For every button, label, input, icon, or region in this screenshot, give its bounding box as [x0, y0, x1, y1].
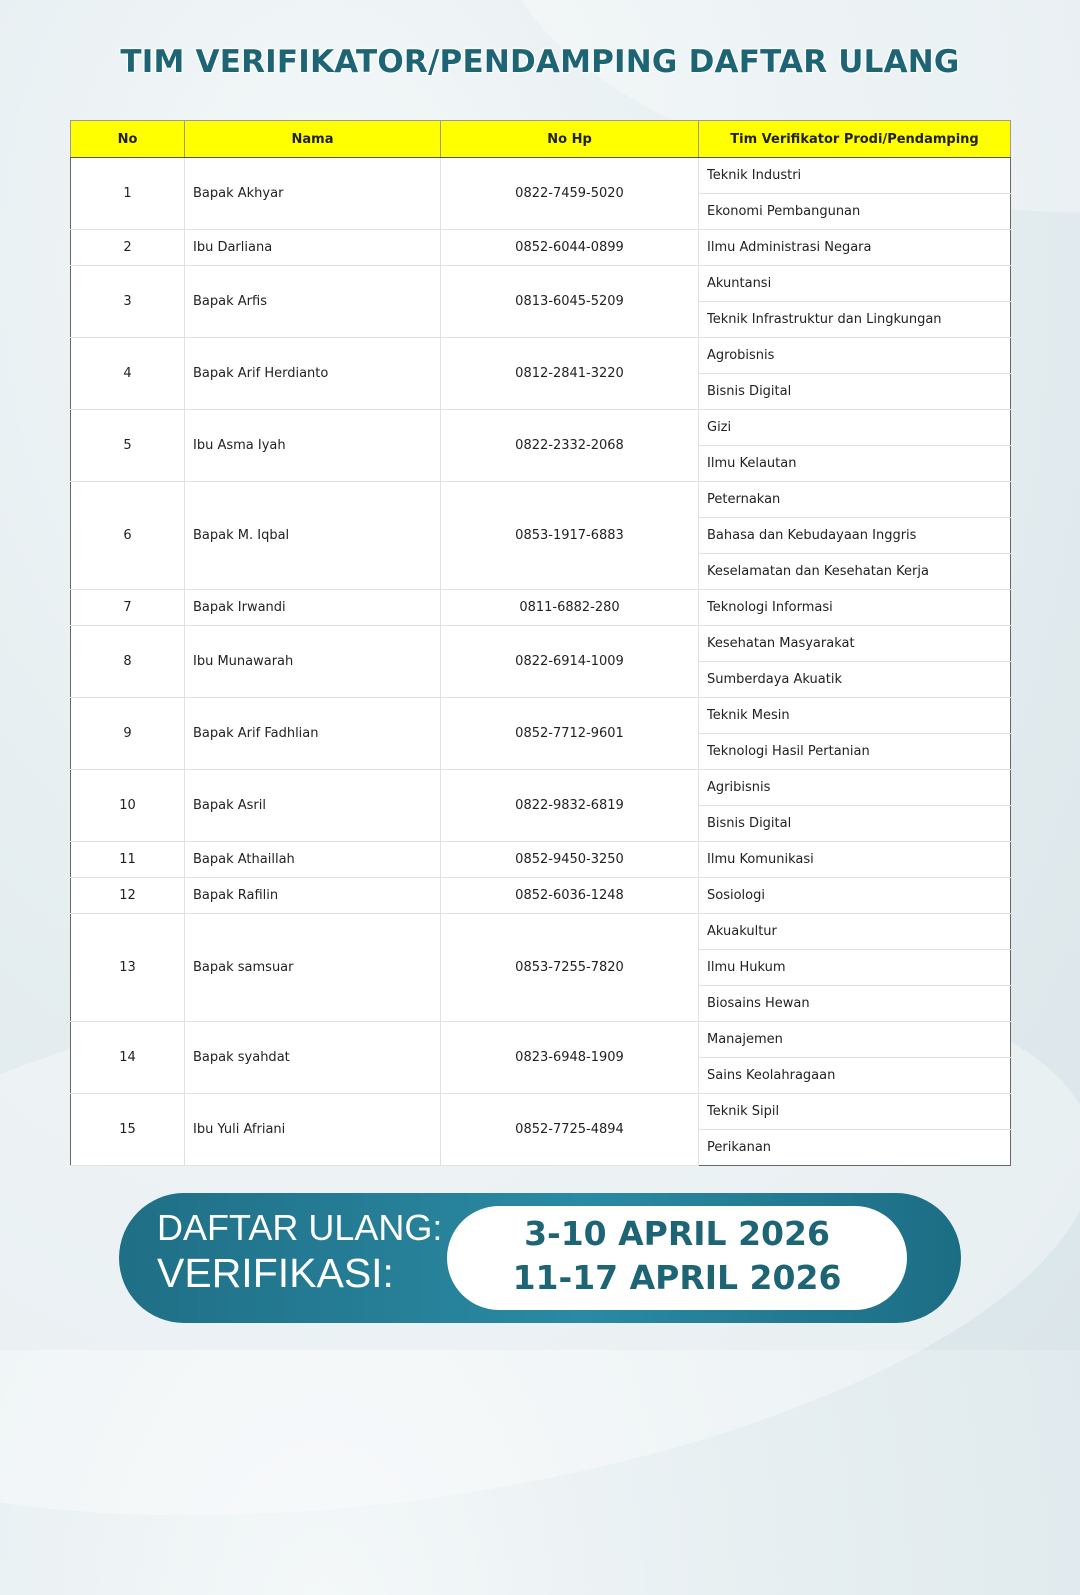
- verifier-name: Bapak samsuar: [185, 914, 441, 1022]
- table-row: [71, 482, 1011, 518]
- table-row: [71, 266, 1011, 302]
- study-program: Bisnis Digital: [699, 806, 1011, 842]
- phone-number: 0823-6948-1909: [441, 1022, 699, 1094]
- study-program: Teknologi Informasi: [699, 590, 1011, 626]
- study-program: Teknik Infrastruktur dan Lingkungan: [699, 302, 1011, 338]
- row-number: 13: [71, 914, 185, 1022]
- phone-number: 0853-7255-7820: [441, 914, 699, 1022]
- verifier-name: Bapak Arif Fadhlian: [185, 698, 441, 770]
- study-program: Sumberdaya Akuatik: [699, 662, 1011, 698]
- table-row: [71, 230, 1011, 266]
- phone-number: 0812-2841-3220: [441, 338, 699, 410]
- table-row: [71, 626, 1011, 662]
- verifier-name: Bapak Arfis: [185, 266, 441, 338]
- study-program: Sosiologi: [699, 878, 1011, 914]
- study-program: Teknik Industri: [699, 158, 1011, 194]
- study-program: Teknik Mesin: [699, 698, 1011, 734]
- study-program: Ilmu Hukum: [699, 950, 1011, 986]
- study-program: Gizi: [699, 410, 1011, 446]
- row-number: 2: [71, 230, 185, 266]
- row-number: 10: [71, 770, 185, 842]
- study-program: Keselamatan dan Kesehatan Kerja: [699, 554, 1011, 590]
- page-title: TIM VERIFIKATOR/PENDAMPING DAFTAR ULANG: [120, 44, 960, 80]
- phone-number: 0852-6044-0899: [441, 230, 699, 266]
- phone-number: 0852-9450-3250: [441, 842, 699, 878]
- study-program: Peternakan: [699, 482, 1011, 518]
- study-program: Bisnis Digital: [699, 374, 1011, 410]
- phone-number: 0852-7712-9601: [441, 698, 699, 770]
- row-number: 4: [71, 338, 185, 410]
- table-row: [71, 878, 1011, 914]
- row-number: 5: [71, 410, 185, 482]
- verifier-name: Ibu Yuli Afriani: [185, 1094, 441, 1166]
- row-number: 1: [71, 158, 185, 230]
- table-row: [71, 914, 1011, 950]
- verifier-name: Bapak Athaillah: [185, 842, 441, 878]
- table-row: [71, 158, 1011, 194]
- header-hp: No Hp: [441, 121, 699, 158]
- schedule-labels: [157, 1207, 442, 1297]
- table-row: [71, 590, 1011, 626]
- study-program: Akuntansi: [699, 266, 1011, 302]
- study-program: Agrobisnis: [699, 338, 1011, 374]
- verifier-name: Ibu Darliana: [185, 230, 441, 266]
- verifier-table: [70, 120, 1011, 1166]
- table-row: [71, 410, 1011, 446]
- daftar-ulang-date: 3-10 APRIL 2026: [524, 1214, 830, 1253]
- table-row: [71, 1022, 1011, 1058]
- table-header-row: [71, 121, 1011, 158]
- header-no: No: [71, 121, 185, 158]
- header-prodi: Tim Verifikator Prodi/Pendamping: [699, 121, 1011, 158]
- row-number: 3: [71, 266, 185, 338]
- row-number: 8: [71, 626, 185, 698]
- study-program: Agribisnis: [699, 770, 1011, 806]
- row-number: 11: [71, 842, 185, 878]
- study-program: Teknik Sipil: [699, 1094, 1011, 1130]
- study-program: Teknologi Hasil Pertanian: [699, 734, 1011, 770]
- table-row: [71, 842, 1011, 878]
- study-program: Perikanan: [699, 1130, 1011, 1166]
- verifier-name: Bapak Arif Herdianto: [185, 338, 441, 410]
- row-number: 6: [71, 482, 185, 590]
- verifier-name: Bapak M. Iqbal: [185, 482, 441, 590]
- row-number: 12: [71, 878, 185, 914]
- verifier-name: Ibu Munawarah: [185, 626, 441, 698]
- study-program: Akuakultur: [699, 914, 1011, 950]
- study-program: Ekonomi Pembangunan: [699, 194, 1011, 230]
- table-row: [71, 770, 1011, 806]
- phone-number: 0822-6914-1009: [441, 626, 699, 698]
- verifier-name: Bapak Rafilin: [185, 878, 441, 914]
- phone-number: 0822-2332-2068: [441, 410, 699, 482]
- schedule-banner: [119, 1193, 961, 1323]
- study-program: Kesehatan Masyarakat: [699, 626, 1011, 662]
- study-program: Ilmu Administrasi Negara: [699, 230, 1011, 266]
- phone-number: 0811-6882-280: [441, 590, 699, 626]
- study-program: Ilmu Komunikasi: [699, 842, 1011, 878]
- verifier-name: Ibu Asma Iyah: [185, 410, 441, 482]
- verifikasi-label: VERIFIKASI:: [157, 1250, 394, 1296]
- study-program: Ilmu Kelautan: [699, 446, 1011, 482]
- phone-number: 0852-7725-4894: [441, 1094, 699, 1166]
- table-row: [71, 698, 1011, 734]
- table-row: [71, 1094, 1011, 1130]
- study-program: Manajemen: [699, 1022, 1011, 1058]
- phone-number: 0853-1917-6883: [441, 482, 699, 590]
- verifier-name: Bapak syahdat: [185, 1022, 441, 1094]
- phone-number: 0852-6036-1248: [441, 878, 699, 914]
- row-number: 14: [71, 1022, 185, 1094]
- phone-number: 0822-7459-5020: [441, 158, 699, 230]
- verifikasi-date: 11-17 APRIL 2026: [512, 1258, 842, 1297]
- table-body: [71, 158, 1011, 1166]
- study-program: Biosains Hewan: [699, 986, 1011, 1022]
- phone-number: 0822-9832-6819: [441, 770, 699, 842]
- daftar-ulang-label: DAFTAR ULANG:: [157, 1207, 443, 1248]
- verifier-name: Bapak Akhyar: [185, 158, 441, 230]
- study-program: Bahasa dan Kebudayaan Inggris: [699, 518, 1011, 554]
- schedule-dates: [447, 1206, 907, 1310]
- verifier-name: Bapak Irwandi: [185, 590, 441, 626]
- row-number: 15: [71, 1094, 185, 1166]
- table-row: [71, 338, 1011, 374]
- phone-number: 0813-6045-5209: [441, 266, 699, 338]
- row-number: 9: [71, 698, 185, 770]
- study-program: Sains Keolahragaan: [699, 1058, 1011, 1094]
- row-number: 7: [71, 590, 185, 626]
- header-nama: Nama: [185, 121, 441, 158]
- verifier-name: Bapak Asril: [185, 770, 441, 842]
